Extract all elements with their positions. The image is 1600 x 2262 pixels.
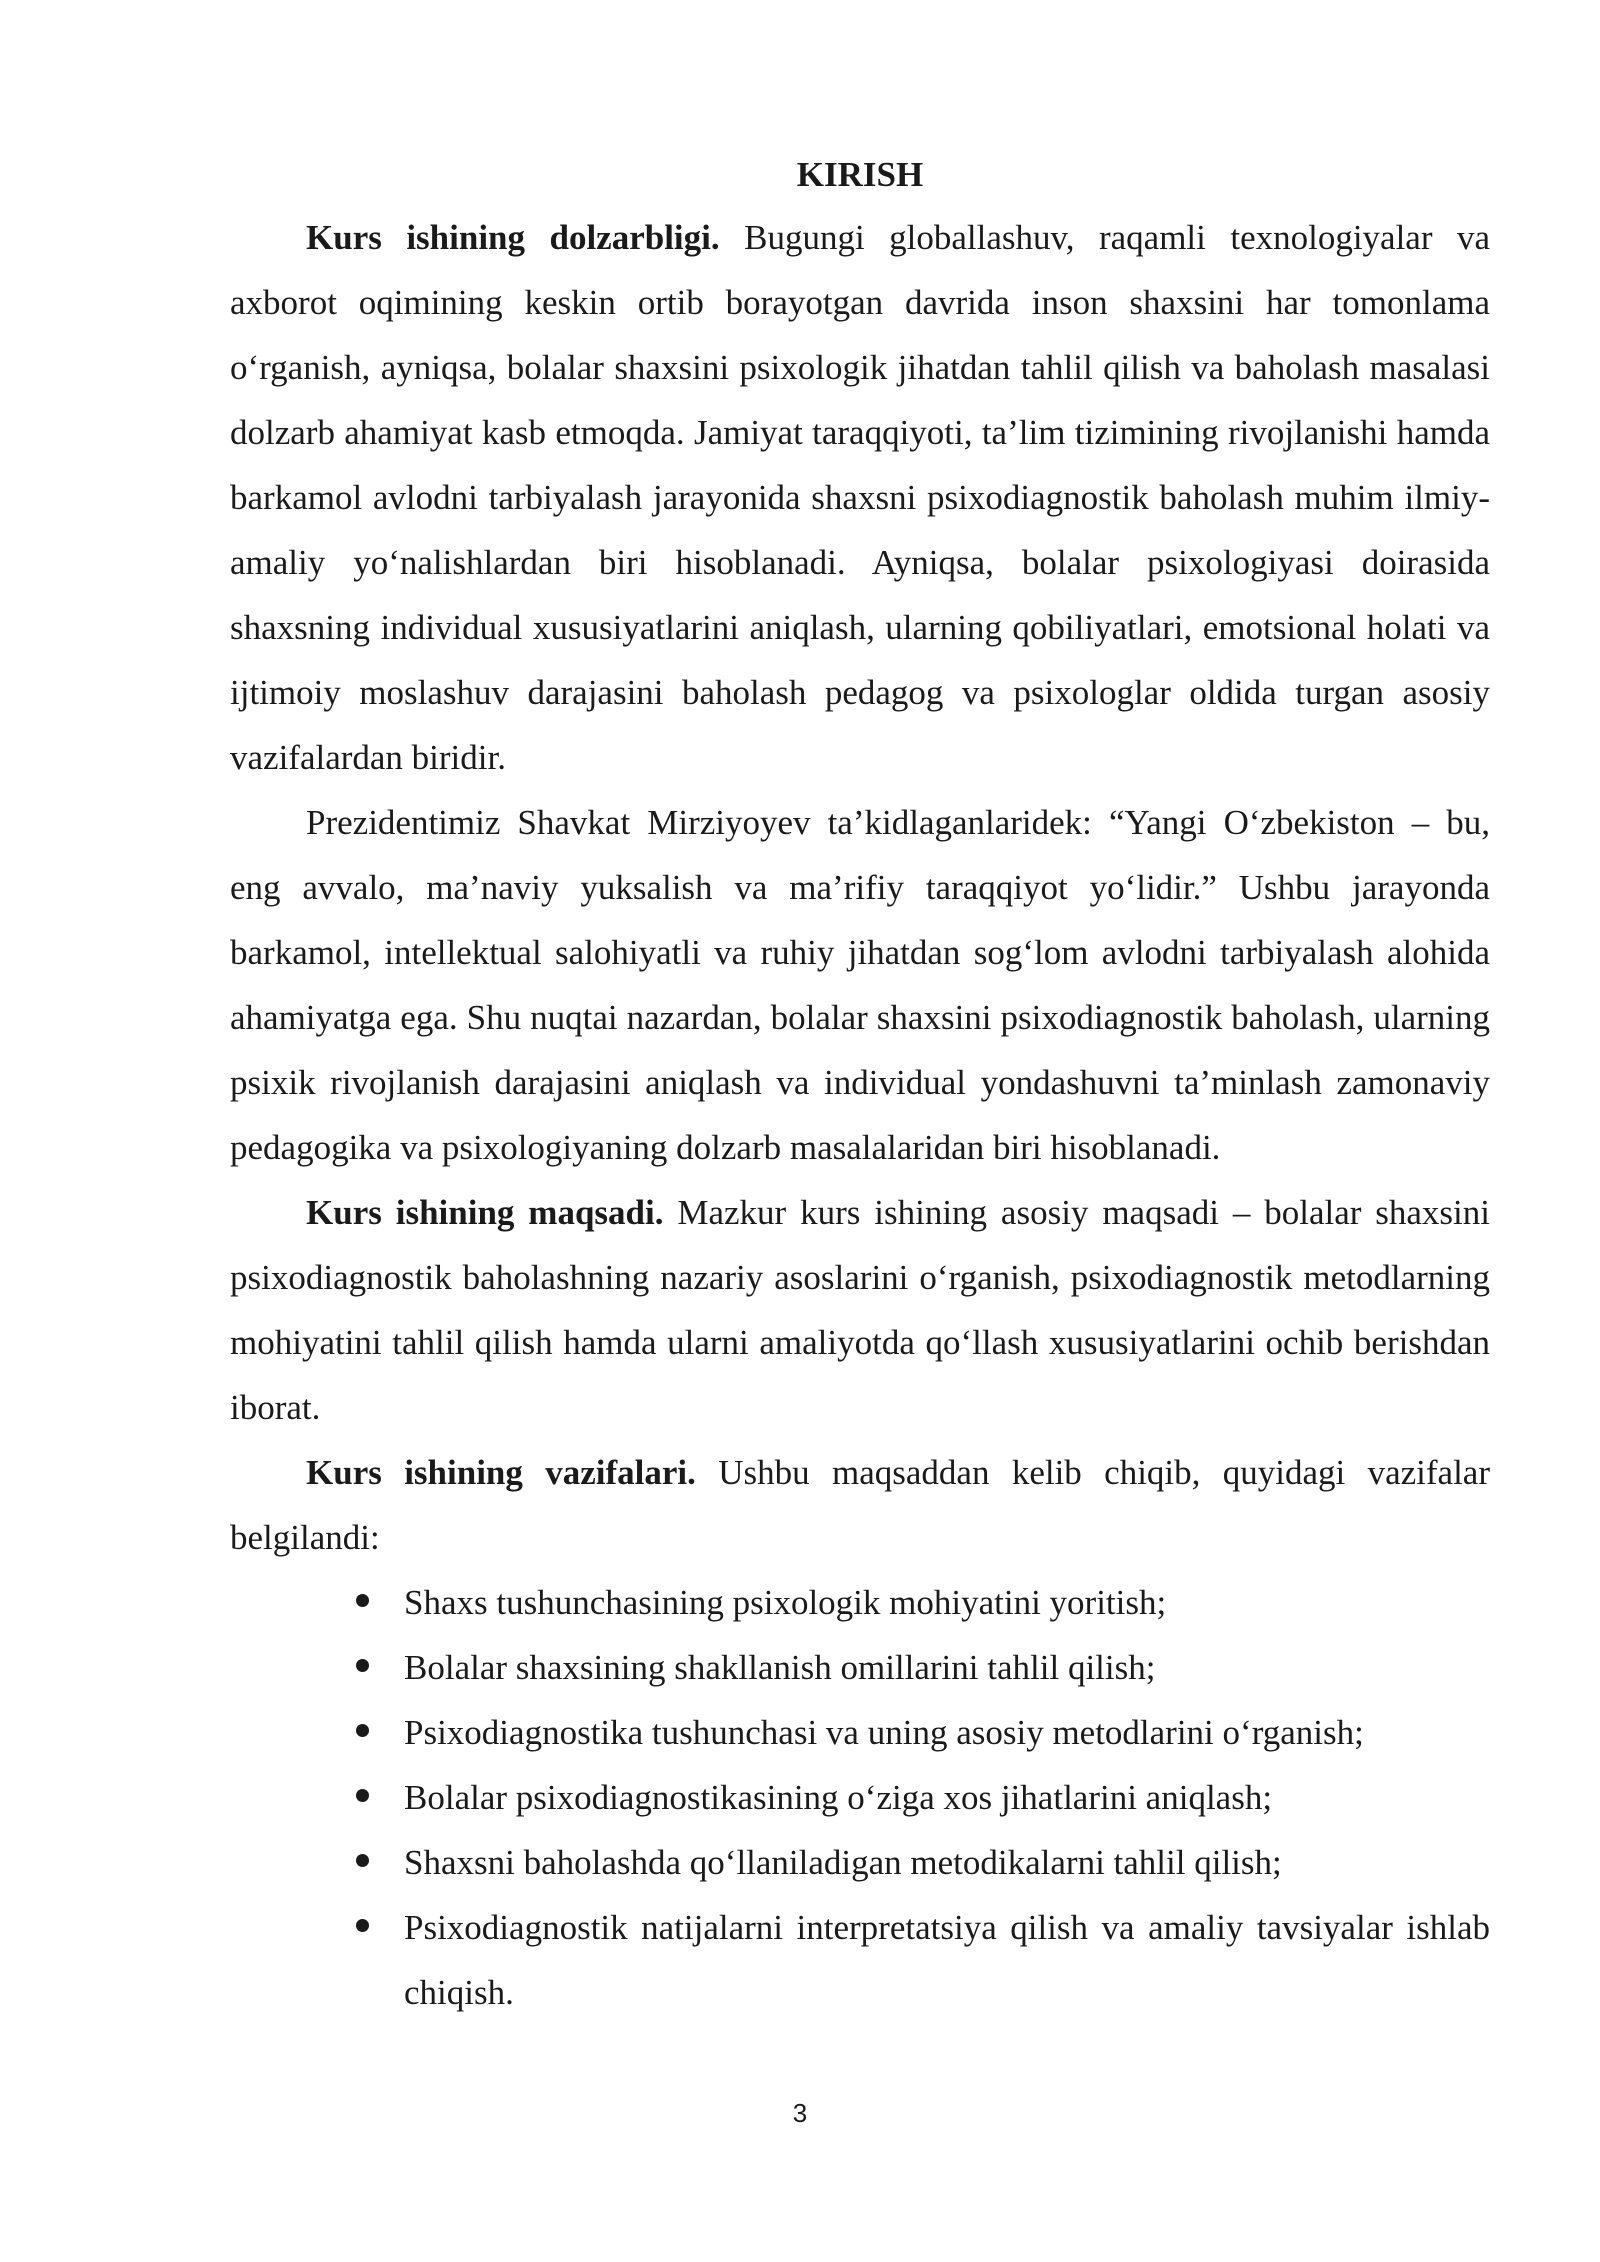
page-number: 3 bbox=[792, 2098, 808, 2128]
list-item bbox=[404, 1700, 1490, 1765]
paragraph-tasks bbox=[230, 1440, 1490, 1570]
list-item bbox=[404, 1765, 1490, 1830]
paragraph-text: Prezidentimiz Shavkat Mirziyoyev ta’kidlaganlaridek: “Yangi O‘zbekiston – bu, eng avvalo, ma’naviy yuksalish va ma’rifiy taraqqiyot yo‘lidir.” Ushbu jarayonda barkamol, intellektual salohiyatli va ruhiy jihatdan sog‘lom avlodni tarbiyalash alohida ahamiyatga ega. Shu nuqtai nazardan, bolalar shaxsini psixodiagnostik baholash, ularning psixik rivojlanish darajasini aniqlash va individual yondashuvni ta’minlash zamonaviy pedagogika va psixologiyaning dolzarb masalalaridan biri hisoblanadi. bbox=[230, 803, 1490, 1167]
list-item bbox=[404, 1895, 1490, 2025]
bullet-icon bbox=[356, 1854, 369, 1867]
paragraph-president-quote bbox=[230, 790, 1490, 1180]
list-item-text: Shaxs tushunchasining psixologik mohiyatini yoritish; bbox=[404, 1583, 1167, 1622]
paragraph-text: Bugungi globallashuv, raqamli texnologiyalar va axborot oqimining keskin ortib borayotgan davrida inson shaxsini har tomonlama o‘rganish, ayniqsa, bolalar shaxsini psixologik jihatdan tahlil qilish va baholash masalasi dolzarb ahamiyat kasb etmoqda. Jamiyat taraqqiyoti, ta’lim tizimining rivojlanishi hamda barkamol avlodni tarbiyalash jarayonida shaxsni psixodiagnostik baholash muhim ilmiy-amaliy yo‘nalishlardan biri hisoblanadi. Ayniqsa, bolalar psixologiyasi doirasida shaxsning individual xususiyatlarini aniqlash, ularning qobiliyatlari, emotsional holati va ijtimoiy moslashuv darajasini baholash pedagog va psixologlar oldida turgan asosiy vazifalardan biridir. bbox=[230, 218, 1491, 777]
bullet-icon bbox=[356, 1919, 369, 1932]
bullet-icon bbox=[356, 1594, 369, 1607]
list-item-text: Bolalar shaxsining shakllanish omillarini tahlil qilish; bbox=[404, 1648, 1156, 1687]
list-item-text: Psixodiagnostik natijalarni interpretatsiya qilish va amaliy tavsiyalar ishlab chiqish. bbox=[404, 1908, 1490, 2012]
paragraph-lead: Kurs ishining dolzarbligi. bbox=[306, 218, 720, 257]
list-item-text: Bolalar psixodiagnostikasining o‘ziga xos jihatlarini aniqlash; bbox=[404, 1778, 1273, 1817]
paragraph-relevance bbox=[230, 205, 1490, 790]
list-item-text: Psixodiagnostika tushunchasi va uning asosiy metodlarini o‘rganish; bbox=[404, 1713, 1364, 1752]
bullet-icon bbox=[356, 1659, 369, 1672]
task-list bbox=[230, 1570, 1490, 2025]
paragraph-text: Ushbu maqsaddan kelib chiqib, quyidagi vazifalar belgilandi: bbox=[230, 1453, 1490, 1557]
paragraph-lead: Kurs ishining maqsadi. bbox=[306, 1193, 664, 1232]
list-item bbox=[404, 1570, 1490, 1635]
paragraph-goal bbox=[230, 1180, 1490, 1440]
paragraph-lead: Kurs ishining vazifalari. bbox=[306, 1453, 696, 1492]
document-body bbox=[230, 145, 1490, 2025]
list-item-text: Shaxsni baholashda qo‘llaniladigan metodikalarni tahlil qilish; bbox=[404, 1843, 1282, 1882]
section-heading: KIRISH bbox=[796, 155, 924, 194]
bullet-icon bbox=[356, 1724, 369, 1737]
list-item bbox=[404, 1635, 1490, 1700]
bullet-icon bbox=[356, 1789, 369, 1802]
paragraph-text: Mazkur kurs ishining asosiy maqsadi – bolalar shaxsini psixodiagnostik baholashning nazariy asoslarini o‘rganish, psixodiagnostik metodlarning mohiyatini tahlil qilish hamda ularni amaliyotda qo‘llash xususiyatlarini ochib berishdan iborat. bbox=[230, 1193, 1490, 1427]
list-item bbox=[404, 1830, 1490, 1895]
